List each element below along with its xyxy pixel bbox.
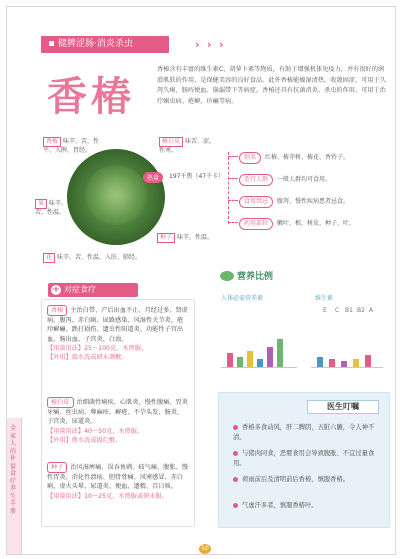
doctor-advice-box (218, 392, 390, 528)
therapy-item-xiangchun: 香椿 主治白带、产后出血不止、月经过多、肾虚病、腹泻、赤白痢、尿路感染、风湿性关节炎、疮疖癣癞、跌打损伤、遗虫性阳道炎、功能性子宫出血、肠出血、子宫炎、白浊。 【用量用法】25～100克，水煎服。 【外用】捣水洗或研末调敷。 (47, 307, 188, 362)
chevron-right-icon: › (219, 38, 224, 51)
chart-label-e: E (323, 307, 327, 314)
chart-bar (277, 339, 283, 367)
chart-bar (329, 359, 335, 367)
label-guo: 果 味辛、苦，性温。 (35, 200, 68, 216)
doctor-item: 香椿多食动风，肝二脾阴，五脏六腑，令人神不清。 (233, 424, 375, 441)
therapy-heading: + 对症食疗 (48, 283, 138, 297)
chart-bar (341, 361, 347, 367)
calories-value: 197千焦（47千卡） (169, 173, 225, 180)
nutrition-left-label: 人体必需营养素 (221, 295, 264, 302)
bullet-icon (233, 503, 238, 508)
calories-badge: 热量 (143, 172, 163, 183)
info-row-alias: 别名 红椿、椿芽树、椿花、香铃子。 (239, 152, 349, 164)
doctor-heading: 医生叮嘱 (307, 400, 379, 414)
bullet-icon (233, 451, 238, 456)
intro-paragraph: 香椿含有丰富的维生素C、胡萝卜素等物质，有助于增强机体免疫力，并有很好的润滑肌肤的作用，是保健美容的良好食品。此外香椿能燥湿清热，收敛固涩，可用于久泻久痢、肠痔便血、崩漏带下等病症。香椿还具有抗菌消炎、杀虫的作用，可用于治疗蛔虫病、疮癣、疥癞等病。 (157, 66, 386, 105)
label-hua: 花 味辛、苦，性温，入肝、肺经。 (43, 253, 183, 263)
chart-bar (227, 353, 233, 367)
bullet-icon (233, 425, 238, 430)
section-tag-text: 健脾涩肠·消炎杀虫 (58, 39, 133, 49)
info-row-medicinal-part: 药用部位 嫩叶、根、树皮、种子、叶。 (239, 218, 355, 230)
info-row-suitable: 适宜人群 一般人群均可食用。 (239, 174, 331, 186)
nutrition-right-label: 维生素 (315, 295, 334, 302)
therapy-item-baipi: 椿白皮 治细菌性痢疾、心肌炎、慢性腹痛、胃炎牙痛、丝虫病、尊麻疹、癣疮、不孕头发、肠炎、子宫炎、尿道炎。 【用量用法】40～50克，水煎服。 【外用】煎水洗或捣烂敷。 (47, 399, 188, 444)
chart-bar (247, 351, 253, 367)
chart-axis-left (221, 367, 297, 368)
doctor-item: 气虚汗多者，慎服香椿叶。 (233, 501, 383, 511)
chevron-right-icon: › (207, 38, 212, 51)
doctor-item: 与猪肉同食，恶婴食用会导致腹胀、不宜过量食用。 (233, 450, 375, 467)
page-number: 50 (199, 544, 211, 554)
chart-bar (257, 359, 263, 367)
chart-label-b2: B2 (357, 307, 365, 314)
square-icon (49, 41, 54, 46)
chart-bar (365, 355, 371, 367)
toona-leaf-highlight (85, 165, 147, 225)
chevron-right-icon: › (195, 38, 200, 51)
page-title: 香椿 (47, 73, 135, 120)
chart-bar (317, 357, 323, 367)
plus-icon: + (52, 285, 60, 295)
chart-label-c: C (335, 307, 340, 314)
label-zhongzi: 种子 味辛，性温。 (157, 233, 223, 243)
info-row-taboo: 食用禁忌 腹泻、慢性疾病患者忌食。 (239, 196, 349, 208)
therapy-item-zhongzi: 种子 治风湿痹痛、误吞鱼刺、疝气痛、腹胀、慢性胃炎、消化性溃疡、胆骨骨痛、风寒感冒、赤白痢、虚火头晕、尿道炎、便血、遗精、百日咳。 【用量用法】10～25克，水煎服或研末服。 (47, 464, 188, 500)
chart-bar (237, 357, 243, 367)
chart-bar (353, 359, 359, 367)
chart-label-b1: B1 (345, 307, 353, 314)
doctor-item: 荷雨前后及清明前后香椿，慎服香椿。 (233, 475, 383, 485)
page (6, 6, 396, 555)
chart-label-a: A (369, 307, 374, 314)
chart-axis-right (311, 367, 383, 368)
label-baipi: 椿白皮 味苦、涩，性寒。 (159, 138, 216, 154)
bullet-icon (233, 477, 238, 482)
label-xiangchun: 香椿 味辛、苦，性平，入脾、胃经。 (43, 138, 100, 154)
leaf-icon (220, 271, 234, 281)
section-tag (41, 36, 169, 53)
info-connector-line (228, 152, 229, 224)
nutrition-heading: 营养比例 (237, 272, 274, 282)
book-title-vertical: 全家人的补益食疗养生手册 (10, 425, 17, 515)
chart-bar (267, 347, 273, 367)
